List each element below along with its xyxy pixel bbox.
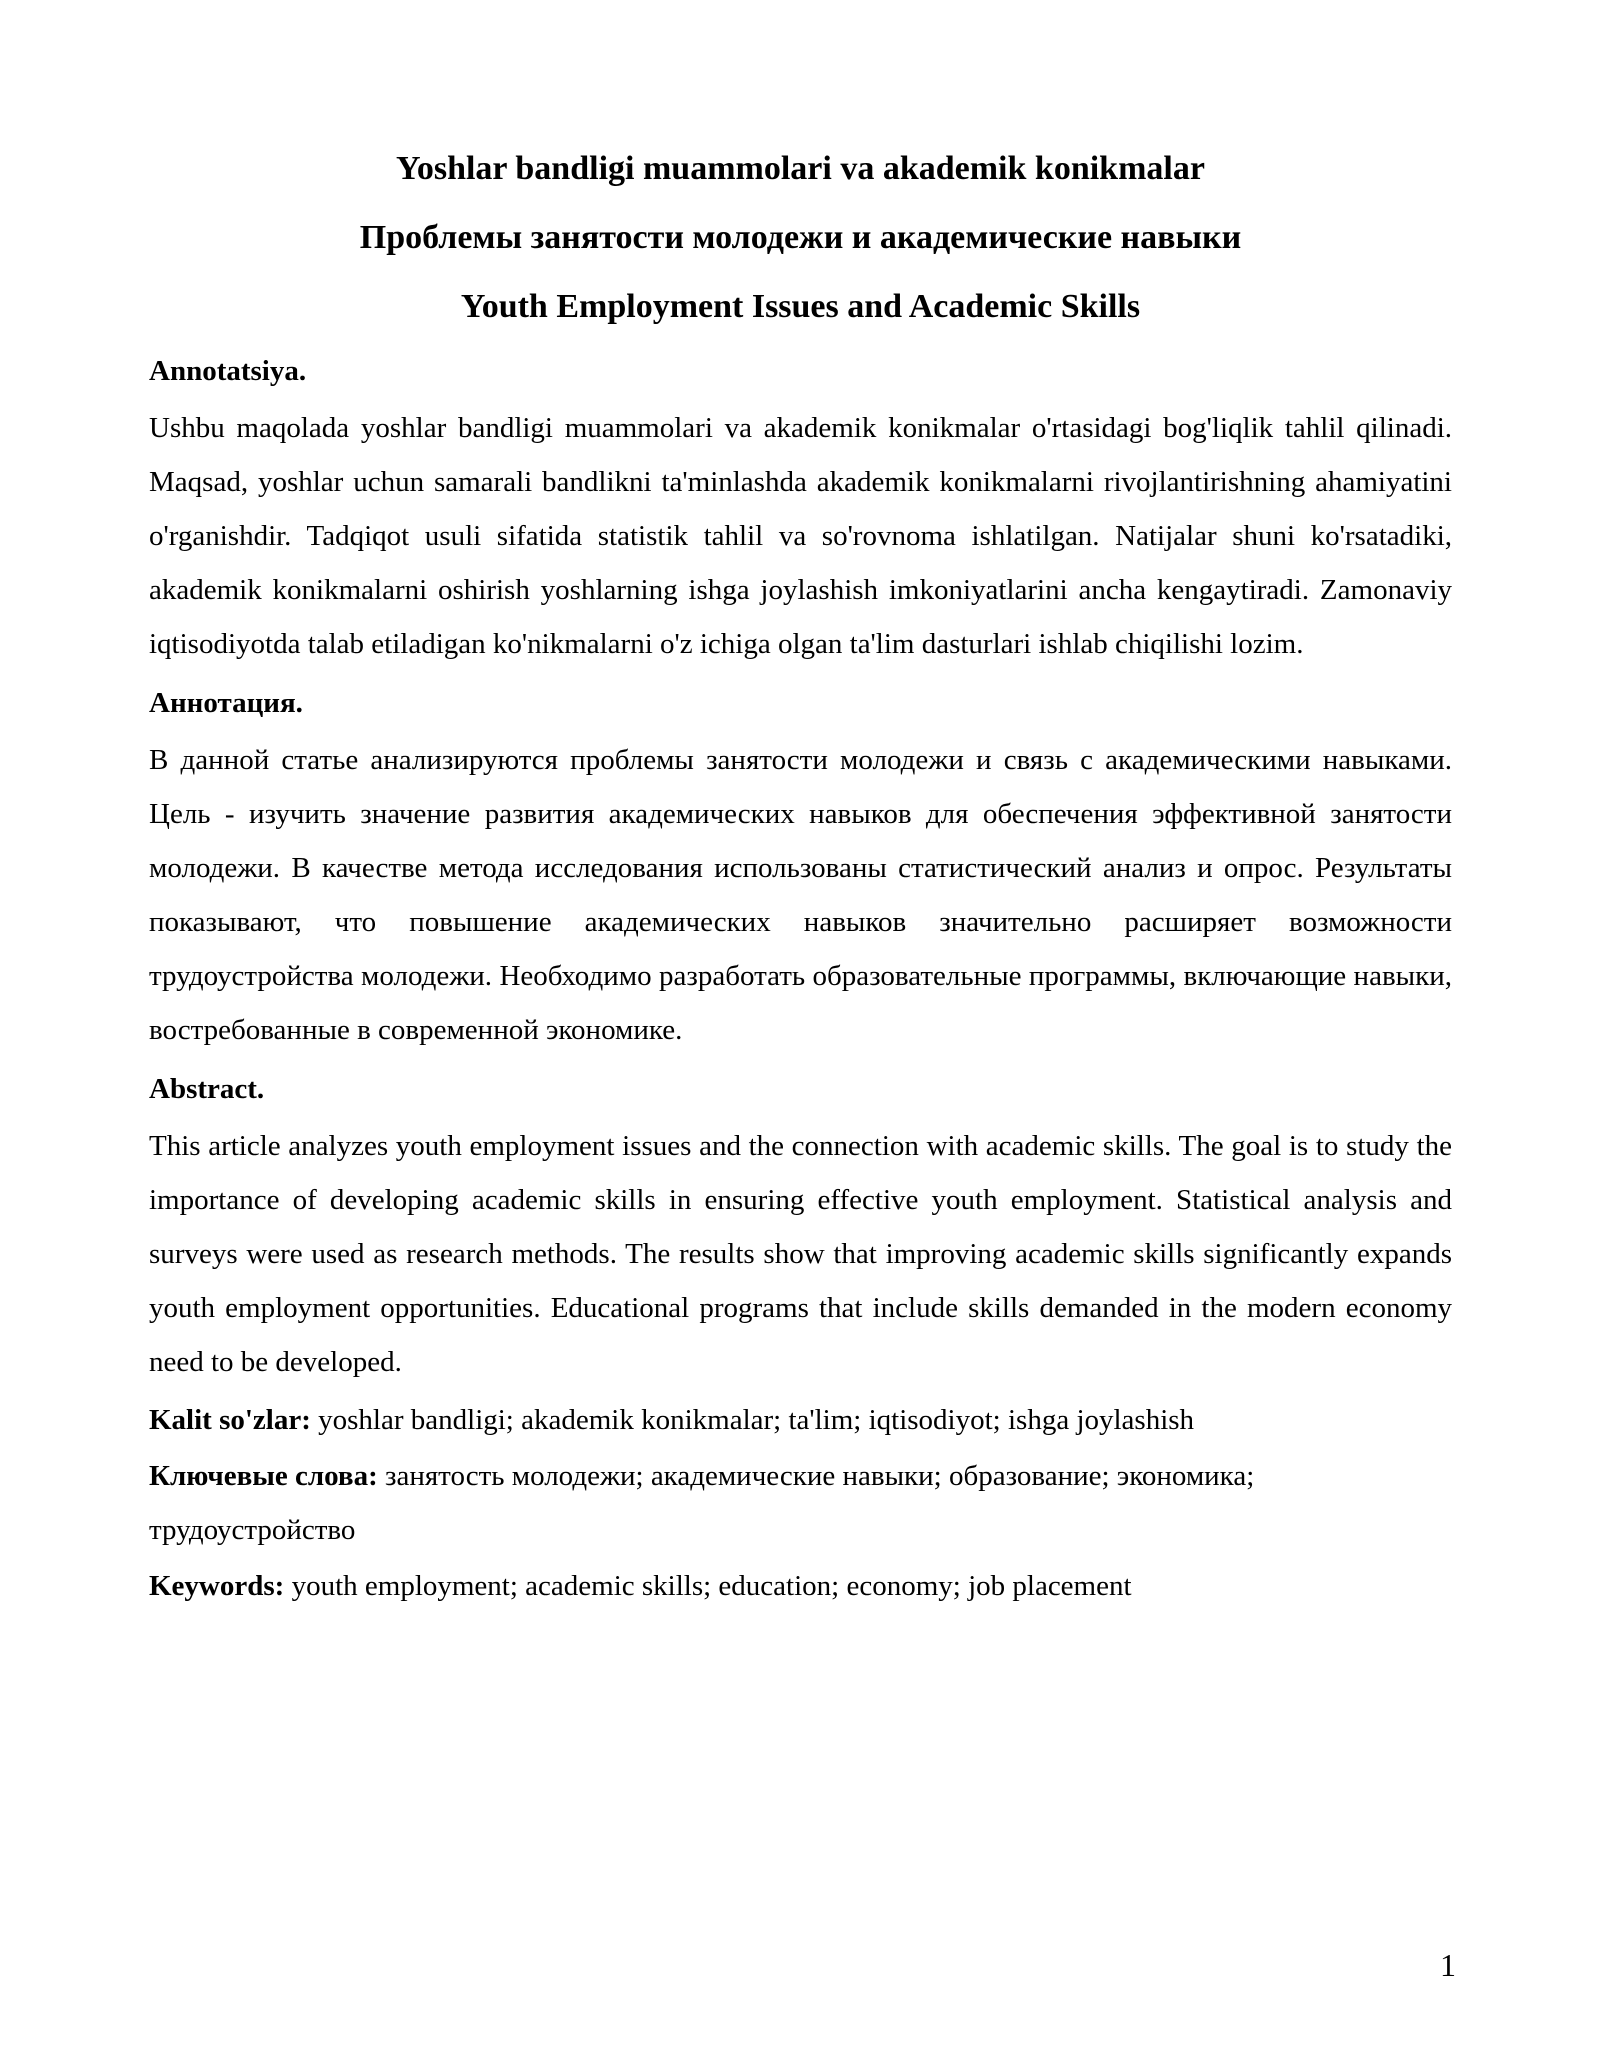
keywords-russian-label: Ключевые слова:: [149, 1460, 378, 1492]
keywords-uzbek-label: Kalit so'zlar:: [149, 1404, 311, 1436]
keywords-english-text: youth employment; academic skills; education; economy; job placement: [284, 1570, 1132, 1602]
page-content: [149, 144, 1452, 1615]
abstract-russian-heading: Аннотация.: [149, 687, 303, 719]
keywords-english-label: Keywords:: [149, 1570, 285, 1602]
keywords-russian-text: занятость молодежи; академические навыки; образование; экономика; трудоустройство: [149, 1460, 1255, 1546]
page-number: 1: [1440, 1947, 1456, 1983]
abstract-english-text: This article analyzes youth employment issues and the connection with academic skills. The goal is to study the importance of developing academic skills in ensuring effective youth employment. Statistical analysis and surveys were used as research methods. The results show that improving academic skills significantly expands youth employment opportunities. Educational programs that include skills demanded in the modern economy need to be developed.: [149, 1130, 1452, 1378]
keywords-russian: [149, 1449, 1452, 1557]
title-english: Youth Employment Issues and Academic Skills: [460, 288, 1141, 325]
keywords-uzbek: [149, 1393, 1452, 1447]
abstract-uzbek-heading: Annotatsiya.: [149, 355, 307, 387]
abstract-english-heading: Abstract.: [149, 1073, 265, 1105]
keywords-english: [149, 1559, 1452, 1613]
abstract-uzbek-text: Ushbu maqolada yoshlar bandligi muammolari va akademik konikmalar o'rtasidagi bog'liqlik tahlil qilinadi. Maqsad, yoshlar uchun samarali bandlikni ta'minlashda akademik konikmalarni rivojlantirishning ahamiyatini o'rganishdir. Tadqiqot usuli sifatida statistik tahlil va so'rovnoma ishlatilgan. Natijalar shuni ko'rsatadiki, akademik konikmalarni oshirish yoshlarning ishga joylashish imkoniyatlarini ancha kengaytiradi. Zamonaviy iqtisodiyotda talab etiladigan ko'nikmalarni o'z ichiga olgan ta'lim dasturlari ishlab chiqilishi lozim.: [149, 412, 1452, 660]
keywords-uzbek-text: yoshlar bandligi; akademik konikmalar; ta'lim; iqtisodiyot; ishga joylashish: [310, 1404, 1195, 1436]
title-uzbek: Yoshlar bandligi muammolari va akademik konikmalar: [396, 150, 1205, 187]
title-russian: Проблемы занятости молодежи и академические навыки: [359, 219, 1242, 256]
abstract-russian-text: В данной статье анализируются проблемы занятости молодежи и связь с академическими навыками. Цель - изучить значение развития академических навыков для обеспечения эффективной занятости молодежи. В качестве метода исследования использованы статистический анализ и опрос. Результаты показывают, что повышение академических навыков значительно расширяет возможности трудоустройства молодежи. Необходимо разработать образовательные программы, включающие навыки, востребованные в современной экономике.: [149, 744, 1452, 1046]
